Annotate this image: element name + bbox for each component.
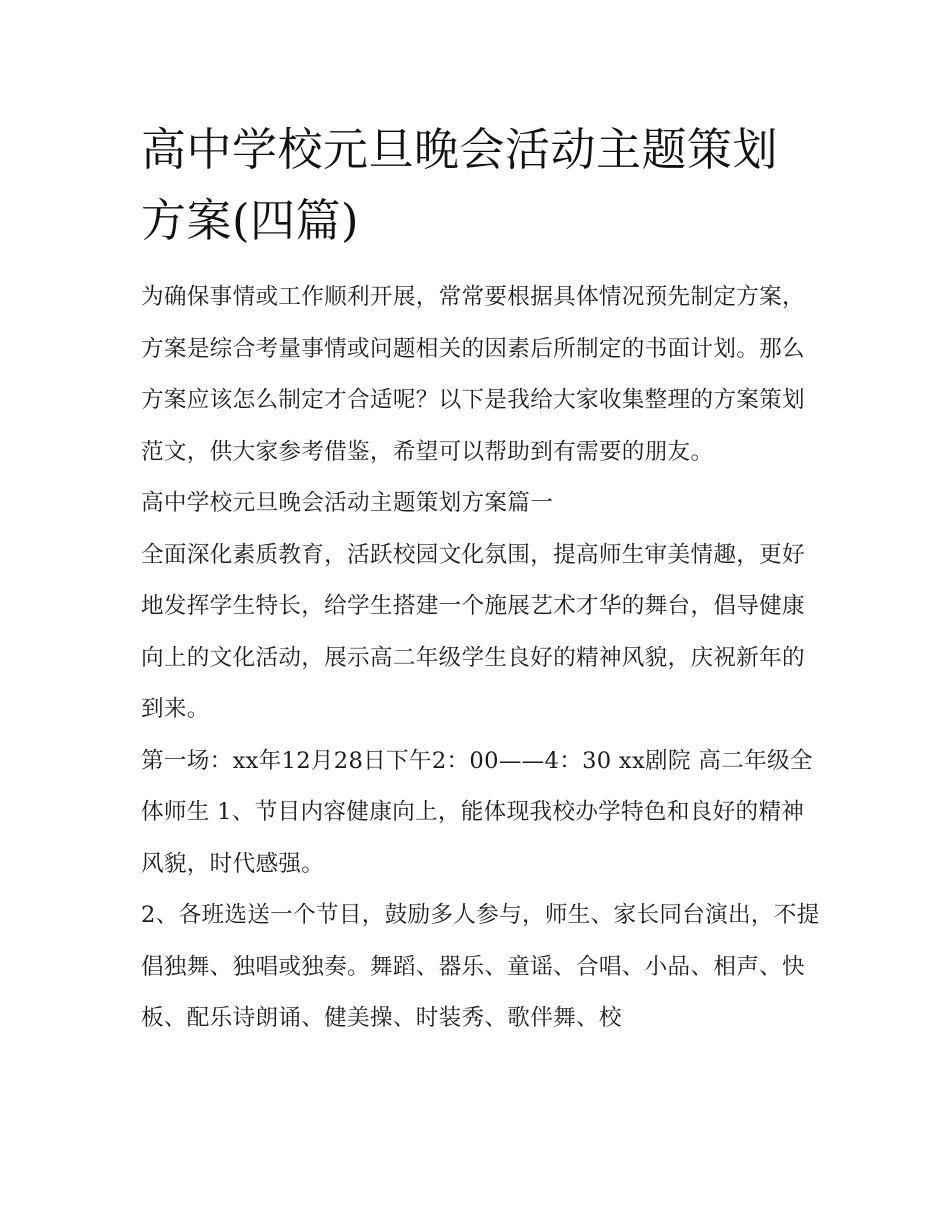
body-paragraph: 第一场：xx年12月28日下午2：00——4：30 xx剧院 高二年级全体师生 1、节目内容健康向上，能体现我校办学特色和良好的精神风貌，时代感强。 bbox=[141, 747, 813, 877]
document-title: 高中学校元旦晚会活动主题策划方案(四篇) bbox=[141, 123, 779, 247]
section-heading: 高中学校元旦晚会活动主题策划方案篇一 bbox=[141, 490, 554, 516]
document-body bbox=[141, 114, 821, 1045]
body-paragraph: 全面深化素质教育，活跃校园文化氛围，提高师生审美情趣，更好地发挥学生特长，给学生搭建一个施展艺术才华的舞台，倡导健康向上的文化活动，展示高二年级学生良好的精神风貌，庆祝新年的到来。 bbox=[141, 541, 805, 722]
body-paragraph: 2、各班选送一个节目，鼓励多人参与，师生、家长同台演出，不提倡独舞、独唱或独奏。舞蹈、器乐、童谣、合唱、小品、相声、快板、配乐诗朗诵、健美操、时装秀、歌伴舞、校 bbox=[141, 902, 820, 1031]
intro-paragraph: 为确保事情或工作顺利开展，常常要根据具体情况预先制定方案，方案是综合考量事情或问题相关的因素后所制定的书面计划。那么方案应该怎么制定才合适呢？以下是我给大家收集整理的方案策划范文，供大家参考借鉴，希望可以帮助到有需要的朋友。 bbox=[141, 284, 805, 465]
